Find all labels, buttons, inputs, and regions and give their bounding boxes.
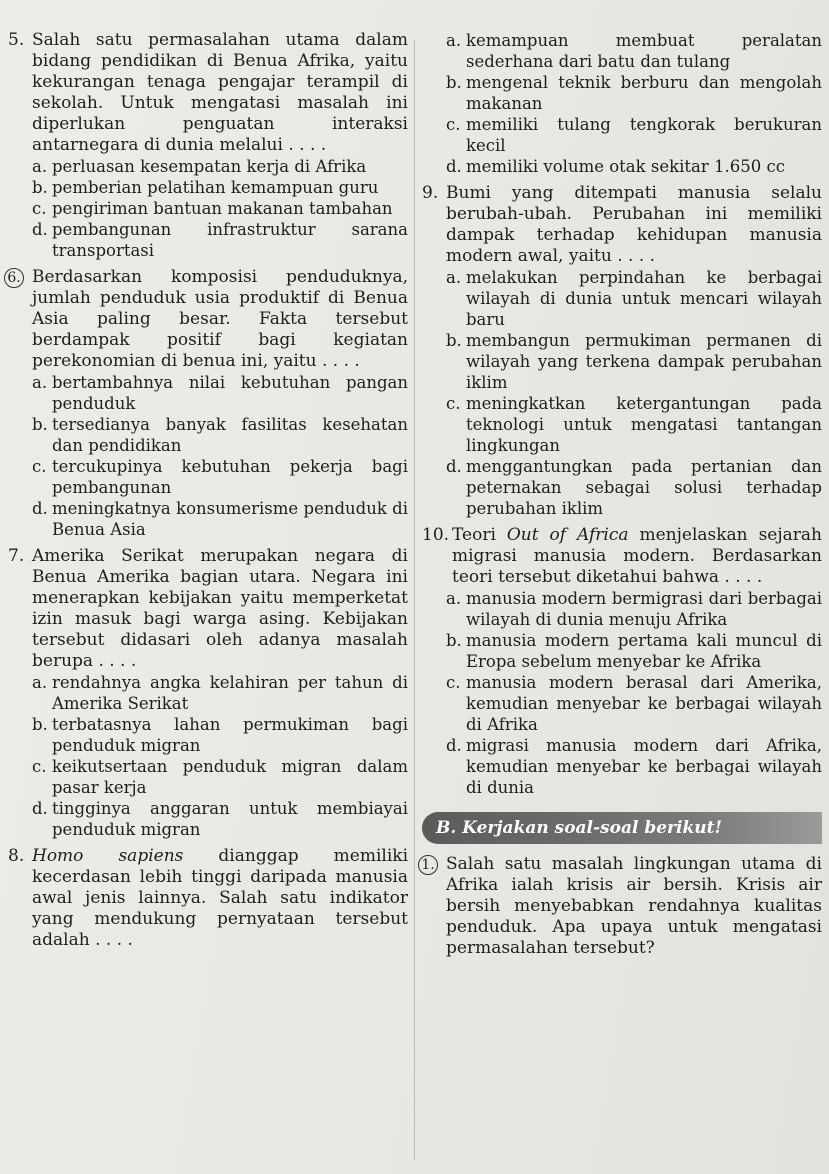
option-text: pembangunan infrastruktur sarana transportasi bbox=[52, 220, 408, 260]
option-text: meningkatnya konsumerisme penduduk di Benua Asia bbox=[52, 499, 408, 539]
option-c[interactable] bbox=[446, 114, 822, 156]
question-text: Salah satu masalah lingkungan utama di Afrika ialah krisis air bersih. Krisis air bersih menyebabkan rendahnya kualitas penduduk. Apa upaya untuk mengatasi permasalahan tersebut? bbox=[446, 854, 822, 958]
option-label: a. bbox=[32, 373, 48, 392]
option-d[interactable] bbox=[32, 498, 408, 540]
option-label: b. bbox=[446, 73, 462, 92]
question-text: Amerika Serikat merupakan negara di Benua Amerika bagian utara. Negara ini menerapkan kebijakan yaitu memperketat izin masuk bagi warga asing. Kebijakan tersebut didasari oleh adanya masalah berupa . . . . bbox=[32, 546, 408, 671]
option-text: memiliki volume otak sekitar 1.650 cc bbox=[466, 157, 785, 176]
question-text-post: menjelaskan sejarah migrasi manusia modern. Berdasarkan teori tersebut diketahui bahwa . . . . bbox=[452, 525, 822, 587]
question-number: 7. bbox=[8, 546, 25, 566]
question-text: Bumi yang ditempati manusia selalu berubah-ubah. Perubahan ini memiliki dampak terhadap kehidupan manusia modern awal, yaitu . . . . bbox=[446, 183, 822, 266]
option-text: membangun permukiman permanen di wilayah yang terkena dampak perubahan iklim bbox=[466, 331, 822, 392]
option-label: c. bbox=[32, 457, 47, 476]
question-number: 5. bbox=[8, 30, 25, 50]
italic-term: Homo sapiens bbox=[32, 846, 184, 866]
option-label: c. bbox=[446, 673, 461, 692]
option-label: b. bbox=[32, 715, 48, 734]
option-label: d. bbox=[446, 457, 462, 476]
option-label: a. bbox=[446, 31, 462, 50]
option-d[interactable] bbox=[32, 798, 408, 840]
option-c[interactable] bbox=[446, 672, 822, 735]
option-a[interactable] bbox=[446, 30, 822, 72]
option-b[interactable] bbox=[32, 414, 408, 456]
option-text: tercukupinya kebutuhan pekerja bagi pembangunan bbox=[52, 457, 408, 497]
question-number-wrapper bbox=[8, 267, 32, 372]
right-column bbox=[422, 30, 822, 959]
italic-term: Out of Africa bbox=[506, 525, 629, 545]
option-text: keikutsertaan penduduk migran dalam pasar kerja bbox=[52, 757, 408, 797]
option-label: b. bbox=[32, 178, 48, 197]
option-text: meningkatkan ketergantungan pada teknologi untuk mengatasi tantangan lingkungan bbox=[466, 394, 822, 455]
option-label: d. bbox=[446, 157, 462, 176]
question-text-rest: dianggap memiliki kecerdasan lebih tinggi daripada manusia awal jenis lainnya. Salah satu indikator yang mendukung pernyataan tersebut adalah . . . . bbox=[32, 846, 408, 950]
option-a[interactable] bbox=[446, 267, 822, 330]
option-label: a. bbox=[32, 157, 48, 176]
option-label: a. bbox=[446, 589, 462, 608]
circled-question-number: 6. bbox=[4, 268, 24, 288]
option-text: manusia modern berasal dari Amerika, kemudian menyebar ke berbagai wilayah di Afrika bbox=[466, 673, 822, 734]
option-label: b. bbox=[446, 331, 462, 350]
option-label: a. bbox=[32, 673, 48, 692]
question-8 bbox=[8, 846, 408, 951]
option-label: d. bbox=[32, 799, 48, 818]
option-d[interactable] bbox=[446, 156, 822, 177]
option-a[interactable] bbox=[32, 672, 408, 714]
question-5 bbox=[8, 30, 408, 261]
option-a[interactable] bbox=[446, 588, 822, 630]
option-text: terbatasnya lahan permukiman bagi penduduk migran bbox=[52, 715, 408, 755]
option-text: perluasan kesempatan kerja di Afrika bbox=[52, 157, 367, 176]
option-text: mengenal teknik berburu dan mengolah makanan bbox=[466, 73, 822, 113]
option-label: c. bbox=[446, 394, 461, 413]
option-c[interactable] bbox=[32, 198, 408, 219]
option-text: menggantungkan pada pertanian dan peternakan sebagai solusi terhadap perubahan iklim bbox=[466, 457, 822, 518]
question-text bbox=[32, 846, 408, 951]
option-text: pengiriman bantuan makanan tambahan bbox=[52, 199, 393, 218]
option-text: tingginya anggaran untuk membiayai penduduk migran bbox=[52, 799, 408, 839]
question-6 bbox=[8, 267, 408, 540]
question-text-pre: Teori bbox=[452, 525, 507, 545]
option-c[interactable] bbox=[446, 393, 822, 456]
option-text: manusia modern pertama kali muncul di Eropa sebelum menyebar ke Afrika bbox=[466, 631, 822, 671]
section-b-header: B. Kerjakan soal-soal berikut! bbox=[422, 812, 822, 844]
option-b[interactable] bbox=[32, 714, 408, 756]
option-c[interactable] bbox=[32, 756, 408, 798]
option-label: c. bbox=[32, 199, 47, 218]
question-text: Salah satu permasalahan utama dalam bidang pendidikan di Benua Afrika, yaitu kekurangan tenaga pengajar terampil di sekolah. Untuk mengatasi masalah ini diperlukan penguatan interaksi antarnegara di dunia melalui . . . . bbox=[32, 30, 408, 155]
option-text: kemampuan membuat peralatan sederhana dari batu dan tulang bbox=[466, 31, 822, 71]
question-number: 10. bbox=[422, 525, 450, 545]
option-label: c. bbox=[446, 115, 461, 134]
option-text: melakukan perpindahan ke berbagai wilayah di dunia untuk mencari wilayah baru bbox=[466, 268, 822, 329]
essay-question-1 bbox=[422, 854, 822, 959]
option-text: tersedianya banyak fasilitas kesehatan dan pendidikan bbox=[52, 415, 408, 455]
option-d[interactable] bbox=[446, 735, 822, 798]
question-9 bbox=[422, 183, 822, 519]
question-text: Berdasarkan komposisi penduduknya, jumlah penduduk usia produktif di Benua Asia paling besar. Fakta tersebut berdampak positif bagi kegiatan perekonomian di benua ini, yaitu . . . . bbox=[32, 267, 408, 371]
question-7 bbox=[8, 546, 408, 840]
option-label: d. bbox=[32, 499, 48, 518]
option-label: d. bbox=[32, 220, 48, 239]
option-text: rendahnya angka kelahiran per tahun di Amerika Serikat bbox=[52, 673, 408, 713]
option-b[interactable] bbox=[446, 72, 822, 114]
option-b[interactable] bbox=[446, 330, 822, 393]
option-label: b. bbox=[446, 631, 462, 650]
option-b[interactable] bbox=[32, 177, 408, 198]
option-label: a. bbox=[446, 268, 462, 287]
option-text: bertambahnya nilai kebutuhan pangan penduduk bbox=[52, 373, 408, 413]
option-a[interactable] bbox=[32, 156, 408, 177]
option-a[interactable] bbox=[32, 372, 408, 414]
option-d[interactable] bbox=[446, 456, 822, 519]
option-label: c. bbox=[32, 757, 47, 776]
option-c[interactable] bbox=[32, 456, 408, 498]
question-number: 9. bbox=[422, 183, 439, 203]
column-divider bbox=[414, 40, 415, 1160]
option-label: d. bbox=[446, 736, 462, 755]
question-10 bbox=[422, 525, 822, 798]
option-text: pemberian pelatihan kemampuan guru bbox=[52, 178, 379, 197]
circled-question-number: 1. bbox=[418, 855, 438, 875]
left-column bbox=[8, 30, 408, 957]
option-text: migrasi manusia modern dari Afrika, kemudian menyebar ke berbagai wilayah di dunia bbox=[466, 736, 822, 797]
question-number-wrapper bbox=[422, 854, 446, 959]
option-d[interactable] bbox=[32, 219, 408, 261]
option-text: memiliki tulang tengkorak berukuran kecil bbox=[466, 115, 822, 155]
question-8-options bbox=[422, 30, 822, 177]
option-label: b. bbox=[32, 415, 48, 434]
question-text bbox=[452, 525, 822, 588]
option-b[interactable] bbox=[446, 630, 822, 672]
question-number: 8. bbox=[8, 846, 25, 866]
option-text: manusia modern bermigrasi dari berbagai wilayah di dunia menuju Afrika bbox=[466, 589, 822, 629]
